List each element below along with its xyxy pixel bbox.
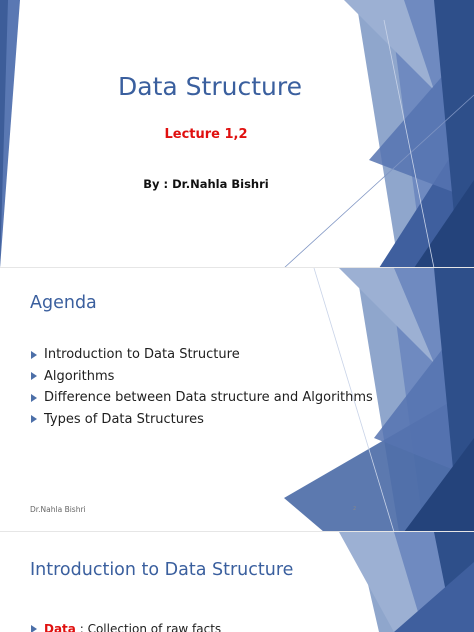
agenda-item: [31, 366, 373, 388]
intro-slide: [0, 532, 474, 632]
triangle-bullet-icon: [31, 351, 37, 359]
agenda-heading: Agenda: [30, 293, 97, 313]
author-byline: By : Dr.Nahla Bishri: [143, 177, 269, 191]
agenda-item-label: Difference between Data structure and Algorithms: [44, 390, 373, 406]
page-title: Data Structure: [118, 72, 302, 101]
agenda-list: [31, 344, 373, 430]
title-slide: [0, 0, 474, 268]
data-definition-item: [31, 622, 221, 632]
agenda-item: [31, 387, 373, 409]
agenda-slide: [0, 268, 474, 532]
triangle-bullet-icon: [31, 415, 37, 423]
triangle-bullet-icon: [31, 625, 37, 632]
intro-heading: Introduction to Data Structure: [30, 560, 294, 580]
triangle-bullet-icon: [31, 372, 37, 380]
agenda-item-label: Algorithms: [44, 368, 115, 384]
triangle-bullet-icon: [31, 394, 37, 402]
agenda-item-label: Types of Data Structures: [44, 411, 204, 427]
lecture-subtitle: Lecture 1,2: [164, 127, 248, 142]
footer-author: Dr.Nahla Bishri: [30, 505, 86, 514]
agenda-item-label: Introduction to Data Structure: [44, 347, 240, 363]
slide-decoration: [284, 532, 474, 632]
page-number: 2: [353, 506, 357, 512]
agenda-item: [31, 344, 373, 366]
data-definition: : Collection of raw facts: [75, 622, 222, 632]
data-term: Data: [44, 622, 76, 632]
agenda-item: [31, 409, 373, 431]
